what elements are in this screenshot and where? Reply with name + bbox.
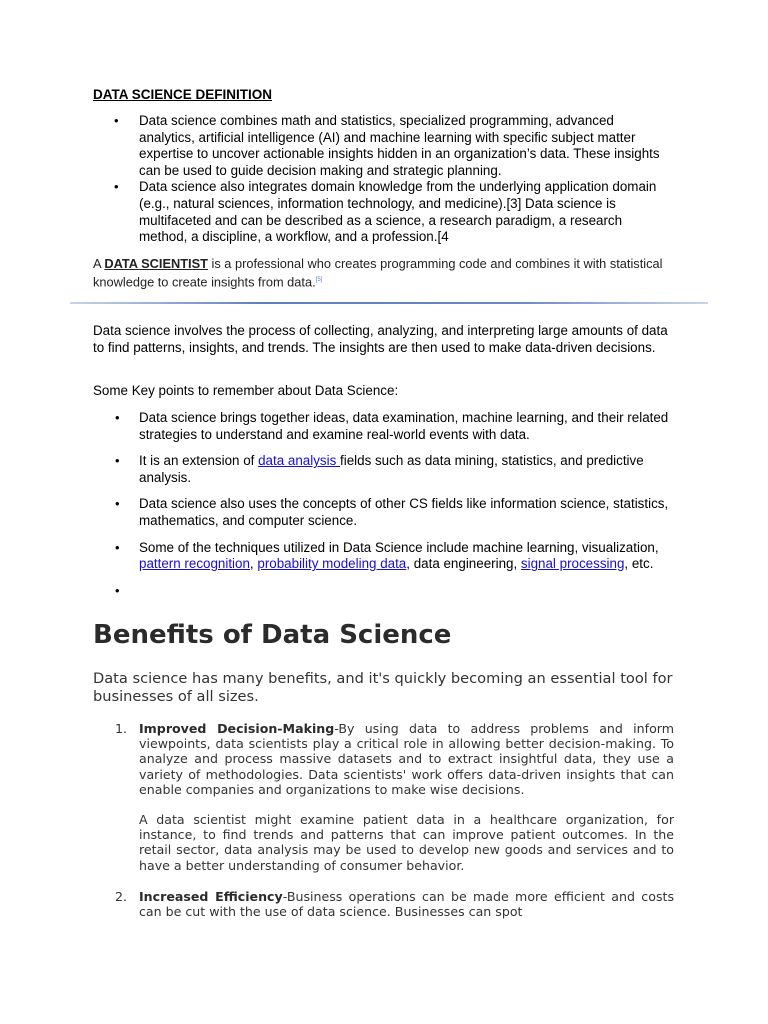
reference-link[interactable]: [5]	[315, 277, 323, 283]
benefit-text: -By using data to address problems and inform viewpoints, data scientists play a critical role in allowing better decision-making. To analyze and process massive datasets and to extract insightful data, they use a variety of methodologies. Data scientists' work offers data-driven insights that can enable companies and organizations to make wise decisions.	[139, 721, 675, 797]
list-item	[93, 410, 683, 443]
list-item	[93, 113, 673, 179]
list-item-text: Data science brings together ideas, data examination, machine learning, and their related strategies to understand and examine real-world events with data.	[139, 410, 669, 442]
intro-paragraph: Data science involves the process of collecting, analyzing, and interpreting large amounts of data to find patterns, insights, and trends. The insights are then used to make data-driven decisions.	[93, 323, 668, 355]
bullet-glyph: •	[115, 582, 120, 598]
probability-modeling-link[interactable]: probability modeling data	[257, 556, 407, 572]
list-item	[93, 721, 674, 873]
list-number: 2.	[115, 888, 128, 904]
benefit-text: -Business operations can be made more efficient and costs can be cut with the use of data science. Businesses can spot	[139, 888, 675, 920]
bullet-glyph: •	[115, 539, 120, 555]
benefits-heading: Benefits of Data Science	[93, 620, 452, 650]
list-item-text	[139, 453, 644, 485]
bullet-glyph: •	[115, 410, 120, 425]
benefits-numbered-list	[93, 721, 674, 935]
horizontal-divider	[70, 302, 708, 304]
text-segment: , etc.	[624, 556, 654, 572]
list-item-text: Data science also integrates domain knowledge from the underlying application domain (e.g., natural sciences, information technology, and medicine).[3] Data science is multifaceted and can be described as a science, a research paradigm, a research method, a discipline, a workflow, and a profession.[4	[139, 179, 657, 245]
benefit-title: Increased Efficiency	[139, 888, 283, 904]
text-segment: , data engineering,	[406, 556, 521, 572]
benefits-intro: Data science has many benefits, and it's quickly becoming an essential tool for businesses of all sizes.	[93, 670, 673, 705]
definition-bullet-list	[93, 113, 673, 246]
list-item	[93, 889, 674, 919]
data-scientist-term: DATA SCIENTIST	[104, 256, 208, 271]
list-number: 1.	[115, 721, 128, 736]
benefit-title: Improved Decision-Making	[139, 721, 335, 736]
key-points-list	[93, 410, 683, 598]
text-segment: ,	[249, 556, 258, 572]
text-segment: Some of the techniques utilized in Data Science include machine learning, visualization,	[139, 539, 659, 555]
list-item	[93, 496, 683, 529]
list-item-text	[139, 540, 659, 572]
list-item	[93, 540, 683, 573]
text-segment: fields such as data mining, statistics, and predictive analysis.	[139, 453, 644, 485]
list-item-text: Data science also uses the concepts of other CS fields like information science, statistics, mathematics, and computer science.	[139, 496, 669, 528]
scientist-prefix: A	[93, 256, 105, 271]
data-scientist-paragraph	[93, 256, 673, 290]
list-item-text: Data science combines math and statistics, specialized programming, advanced analytics, artificial intelligence (AI) and machine learning with specific subject matter expertise to uncover actionable insights hidden in an organization’s data. These insights can be used to guide decision making and strategic planning.	[139, 113, 660, 178]
definition-heading: DATA SCIENCE DEFINITION	[93, 87, 273, 102]
bullet-glyph: •	[114, 113, 119, 128]
list-item	[93, 179, 673, 245]
bullet-glyph: •	[114, 179, 119, 195]
scientist-text: is a professional who creates programming code and combines it with statistical knowledge to create insights from data.	[93, 256, 663, 290]
benefit-example: A data scientist might examine patient data in a healthcare organization, for instance, to find trends and patterns that can improve patient outcomes. In the retail sector, data analysis may be used to develop new goods and services and to have a better understanding of consumer behavior.	[139, 812, 674, 873]
data-analysis-link[interactable]: data analysis	[258, 453, 340, 469]
pattern-recognition-link[interactable]: pattern recognition	[139, 556, 250, 572]
bullet-glyph: •	[115, 496, 120, 512]
text-segment: It is an extension of	[139, 453, 259, 469]
signal-processing-link[interactable]: signal processing	[520, 556, 625, 572]
key-points-label: Some Key points to remember about Data Science:	[93, 383, 399, 398]
list-item	[93, 453, 683, 486]
bullet-glyph: •	[115, 453, 120, 469]
